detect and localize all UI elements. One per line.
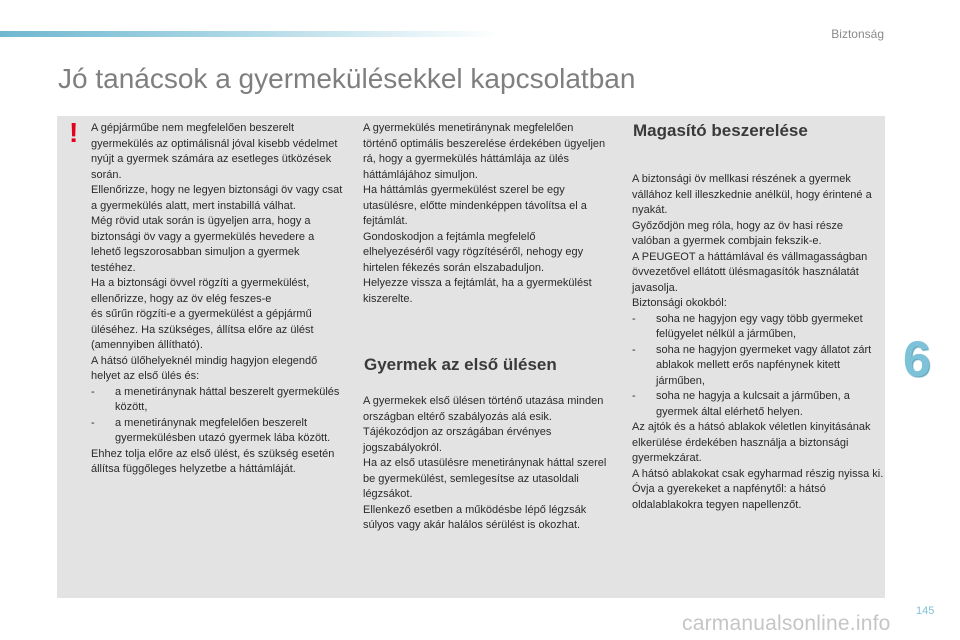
dash-list-item bbox=[91, 416, 347, 447]
paragraph: Ha a biztonsági övvel rögzíti a gyermekülést, ellenőrizze, hogy az öv elég feszes-e bbox=[91, 277, 310, 305]
paragraph: Még rövid utak során is ügyeljen arra, hogy a biztonsági öv vagy a gyermekülés hevedere a lehető legszorosabban simuljon a gyermek testéhez. bbox=[91, 215, 315, 274]
chapter-number: 6 bbox=[903, 331, 931, 387]
dash-list-item bbox=[632, 389, 884, 420]
paragraph: A hátsó ülőhelyeknél mindig hagyjon elegendő helyet az első ülés és: bbox=[91, 354, 318, 382]
dash-list-item bbox=[632, 343, 884, 390]
paragraph: A PEUGEOT a háttámlával és vállmagasságban övvezetővel ellátott ülésmagasítók használatát javasolja. bbox=[632, 250, 868, 294]
paragraph: Helyezze vissza a fejtámlát, ha a gyermekülést kiszerelte. bbox=[363, 277, 592, 305]
paragraph: A gépjárműbe nem megfelelően beszerelt gyermekülés az optimálisnál jóval kisebb védelmet nyújt a gyermek számára az esetleges ütközések során. bbox=[91, 122, 338, 181]
dash-list-item bbox=[632, 312, 884, 343]
dash-mark: - bbox=[91, 385, 95, 398]
dash-item-text: soha ne hagyja a kulcsait a járműben, a gyermek által elérhető helyen. bbox=[656, 390, 850, 418]
paragraph: Óvja a gyerekeket a napfénytől: a hátsó oldalablakokra tegyen napellenzőt. bbox=[632, 483, 826, 511]
paragraph: Ellenőrizze, hogy ne legyen biztonsági öv vagy csat a gyermekülés alatt, mert instabillá válhat. bbox=[91, 184, 343, 212]
section-label: Biztonság bbox=[831, 27, 884, 41]
paragraph: A gyermekülés menetiránynak megfelelően történő optimális beszerelése érdekében ügyeljen rá, hogy a gyermekülés háttámlája az ülés háttámlájához simuljon. bbox=[363, 122, 606, 181]
advice-column-2 bbox=[363, 121, 608, 307]
paragraph: Ellenkező esetben a működésbe lépő légzsák súlyos vagy akár halálos sérülést is okozhat. bbox=[363, 503, 587, 531]
advice-column-1 bbox=[91, 121, 347, 478]
paragraph: és sűrűn rögzíti-e a gyermekülést a gépjármű üléséhez. Ha szükséges, állítsa előre az ülést (amennyiben állítható). bbox=[91, 308, 314, 351]
paragraph: Ha az első utasülésre menetiránynak háttal szerel be gyermekülést, semlegesítse az utasoldali légzsákot. bbox=[363, 457, 607, 500]
warning-exclamation-icon: ! bbox=[69, 117, 79, 148]
paragraph: Gondoskodjon a fejtámla megfelelő elhelyezéséről vagy rögzítéséről, nehogy egy hirtelen fékezés során elszabaduljon. bbox=[363, 230, 584, 274]
page-title: Jó tanácsok a gyermekülésekkel kapcsolatban bbox=[58, 63, 636, 94]
paragraph: A gyermekek első ülésen történő utazása minden országban eltérő szabályozás alá esik. Tájékozódjon az országában érvényes jogszabályokról. bbox=[363, 395, 604, 454]
paragraph: Ha háttámlás gyermekülést szerel be egy utasülésre, előtte mindenképpen távolítsa el a fejtámlát. bbox=[363, 184, 587, 227]
dash-item-text: soha ne hagyjon egy vagy több gyermeket felügyelet nélkül a járműben, bbox=[656, 312, 863, 340]
booster-heading: Magasító beszerelése bbox=[633, 121, 808, 140]
page-number: 145 bbox=[916, 605, 935, 617]
paragraph: Biztonsági okokból: bbox=[632, 297, 727, 309]
dash-mark: - bbox=[632, 343, 636, 356]
paragraph: Az ajtók és a hátsó ablakok véletlen kinyitásának elkerülése érdekében használja a biztonsági gyermekzárat. bbox=[632, 421, 871, 464]
booster-text bbox=[632, 172, 884, 513]
paragraph: Győződjön meg róla, hogy az öv hasi része valóban a gyermek combjain fekszik-e. bbox=[632, 219, 843, 247]
dash-list-item bbox=[91, 385, 347, 416]
dash-mark: - bbox=[632, 312, 636, 325]
front-seat-heading: Gyermek az első ülésen bbox=[364, 355, 557, 374]
dash-mark: - bbox=[91, 416, 95, 429]
dash-item-text: a menetiránynak háttal beszerelt gyermekülés között, bbox=[115, 385, 340, 413]
header-accent-bar bbox=[0, 31, 500, 37]
front-seat-text bbox=[363, 394, 608, 534]
watermark: carmanualsonline.info bbox=[682, 612, 891, 635]
dash-item-text: a menetiránynak megfelelően beszerelt gyermekülésben utazó gyermek lába között. bbox=[115, 416, 331, 444]
paragraph: A biztonsági öv mellkasi részének a gyermek vállához kell illeszkednie anélkül, hogy érintené a nyakát. bbox=[632, 173, 872, 216]
dash-mark: - bbox=[632, 390, 636, 402]
paragraph: Ehhez tolja előre az első ülést, és szükség esetén állítsa függőleges helyzetbe a háttámláját. bbox=[91, 447, 335, 475]
dash-item-text: soha ne hagyjon gyermeket vagy állatot zárt ablakok mellett erős napfénynek kitett járműben, bbox=[656, 343, 872, 387]
paragraph: A hátsó ablakokat csak egyharmad részig nyissa ki. bbox=[632, 467, 884, 480]
